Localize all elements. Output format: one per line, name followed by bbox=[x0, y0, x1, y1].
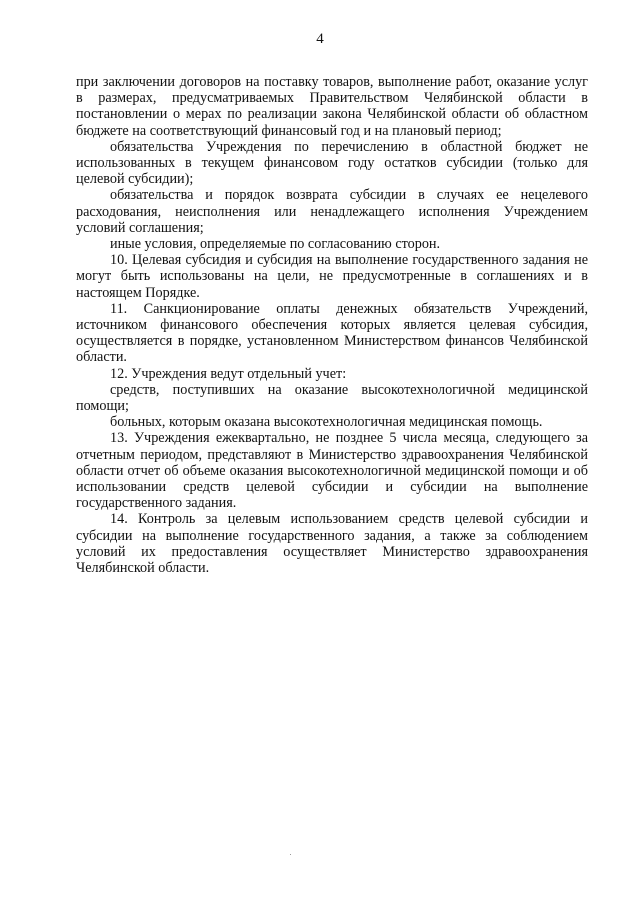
paragraph-item-14: 14. Контроль за целевым использованием средств целевой субсидии и субсидии на выполнение государственного задания, а также за соблюдением условий их предоставления осуществляет Министерство здравоохранения Челябинской области. bbox=[76, 511, 588, 577]
paragraph-contract-conditions: при заключении договоров на поставку товаров, выполнение работ, оказание услуг в размерах, предусматриваемых Правительством Челябинской области в постановлении о мерах по реализации закона Челябинской области об областном бюджете на соответствующий финансовый год и на плановый период; bbox=[76, 74, 588, 139]
paragraph-patients-accounting: больных, которым оказана высокотехнологичная медицинская помощь. bbox=[110, 414, 543, 431]
document-body bbox=[76, 74, 588, 576]
paragraph-item-10: 10. Целевая субсидия и субсидия на выполнение государственного задания не могут быть использованы на цели, не предусмотренные в соглашениях и в настоящем Порядке. bbox=[76, 252, 588, 301]
paragraph-item-13: 13. Учреждения ежеквартально, не позднее 5 числа месяца, следующего за отчетным периодом, представляют в Министерство здравоохранения Челябинской области отчет об объеме оказания высокотехнологичной медицинской помощи и об использовании средств целевой субсидии и субсидии на выполнение государственного задания. bbox=[76, 430, 588, 512]
paragraph-other-conditions: иные условия, определяемые по согласованию сторон. bbox=[110, 236, 441, 253]
paragraph-subsidy-refund-obligation: обязательства и порядок возврата субсидии в случаях ее нецелевого расходования, неисполнения или ненадлежащего исполнения Учреждением условий соглашения; bbox=[76, 187, 588, 236]
paragraph-funds-accounting: средств, поступивших на оказание высокотехнологичной медицинской помощи; bbox=[76, 381, 588, 415]
paragraph-item-11: 11. Санкционирование оплаты денежных обязательств Учреждений, источником финансового обеспечения которых является целевая субсидия, осуществляется в порядке, установленном Министерством финансов Челябинской области. bbox=[76, 300, 588, 366]
scan-speck bbox=[290, 854, 291, 855]
page-number: 4 bbox=[316, 31, 324, 47]
paragraph-item-12: 12. Учреждения ведут отдельный учет: bbox=[110, 365, 347, 382]
paragraph-balance-return-obligation: обязательства Учреждения по перечислению в областной бюджет не использованных в текущем финансовом году остатков субсидии (только для целевой субсидии); bbox=[76, 138, 588, 188]
